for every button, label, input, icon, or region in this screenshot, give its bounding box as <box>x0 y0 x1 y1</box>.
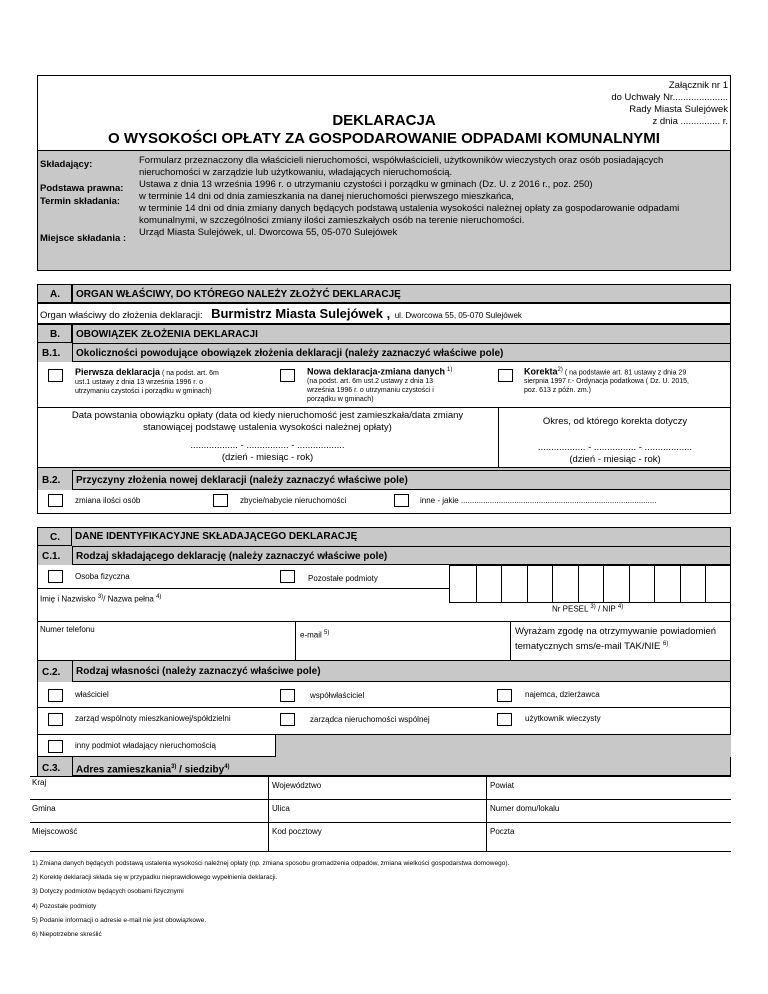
consent-line: Wyrażam zgodę na otrzymywanie powiadomień <box>515 626 717 637</box>
tenant-checkbox[interactable] <box>497 689 512 702</box>
section-c-title: DANE IDENTYFIKACYJNE SKŁADAJĄCEGO DEKLARACJĘ <box>75 531 358 542</box>
info-line: Formularz przeznaczony dla właścicieli nieruchomości, współwłaścicieli, użytkowników wieczystych oraz osób posiadających <box>139 155 664 166</box>
other-reason-checkbox[interactable] <box>394 494 409 507</box>
tenant-label: najemca, dzierżawca <box>525 690 600 699</box>
correction-ref: poz. 613 z późn. zm.) <box>524 387 591 395</box>
label-podstawa: Podstawa prawna: <box>40 183 124 194</box>
voivodeship-field[interactable]: Województwo <box>272 781 322 790</box>
footnotes <box>32 857 509 942</box>
c3-code: C.3. <box>42 763 61 774</box>
owner-label: właściciel <box>75 690 109 699</box>
organ-text <box>40 305 522 323</box>
new-declaration-ref: porządku w gminach) <box>307 396 374 404</box>
footnote-ref: 3) <box>97 594 104 600</box>
pesel-digit-divider <box>705 566 706 602</box>
c1-title: Rodzaj składającego deklarację (należy zaznaczyć właściwe pole) <box>72 546 731 565</box>
first-declaration-ref: utrzymaniu czystości i porządku w gminach) <box>75 388 212 395</box>
correction-title: Korekta <box>524 366 558 377</box>
county-field[interactable]: Powiat <box>490 781 515 790</box>
first-declaration-ref: ust.1 ustawy z dnia 13 września 1996 r. o <box>75 379 204 386</box>
c3-title-text: / siedziby <box>176 764 225 776</box>
new-declaration <box>307 366 487 404</box>
footnote: 6) Niepotrzebne skreślić <box>32 931 102 939</box>
contact-divider-1 <box>295 621 296 661</box>
correction-date-hint: (dzień - miesiąc - rok) <box>569 454 661 465</box>
info-line: Ustawa z dnia 13 września 1996 r. o utrzymaniu czystości i porządku w gminach (Dz. U. z 2016 r., poz. 250) <box>139 179 593 190</box>
footnote-ref: 4) <box>224 764 230 770</box>
pesel-digit-divider <box>476 566 477 602</box>
date-divider <box>498 408 499 468</box>
pesel-nip-grid[interactable] <box>449 565 731 603</box>
label-miejsce: Miejsce składania : <box>40 233 127 244</box>
pesel-digit-divider <box>552 566 553 602</box>
other-entity-label: Pozostałe podmioty <box>308 574 378 583</box>
phone-input[interactable] <box>40 638 290 658</box>
pesel-label-text: / NIP <box>597 604 616 614</box>
first-declaration-checkbox[interactable] <box>48 369 63 382</box>
correction-checkbox[interactable] <box>498 369 513 382</box>
doc-subtitle: O WYSOKOŚCI OPŁATY ZA GOSPODAROWANIE ODPADAMI KOMUNALNYMI <box>108 130 660 147</box>
contact-row-line <box>37 621 731 622</box>
email-input[interactable] <box>300 641 505 659</box>
street-field[interactable]: Ulica <box>272 804 290 813</box>
correction-date-input[interactable]: .................. - ................ - .................. <box>537 442 693 453</box>
pesel-label <box>552 602 623 615</box>
perpetual-user-label: użytkownik wieczysty <box>525 714 601 723</box>
footnote: 3) Dotyczy podmiotów będących osobami fizycznymi <box>32 888 184 896</box>
organ-label: Organ właściwy do złożenia deklaracji: <box>40 310 203 321</box>
footnote: 2) Korektę deklaracji składa się w przypadku nieprawidłowego wypełnienia deklaracji. <box>32 874 278 882</box>
date-input[interactable]: .................. - ................ - .................. <box>190 440 345 451</box>
other-entity-checkbox[interactable] <box>280 570 295 583</box>
info-text <box>139 155 679 239</box>
post-office-field[interactable]: Poczta <box>490 827 515 836</box>
b1-title: Okoliczności powodujące obowiązek złożenia deklaracji (należy zaznaczyć właściwe pole) <box>72 343 731 362</box>
section-b-title: OBOWIĄZEK ZŁOŻENIA DEKLARACJI <box>72 324 272 343</box>
pesel-digit-divider <box>527 566 528 602</box>
c3-title <box>72 757 731 776</box>
c2-code: C.2. <box>42 667 61 678</box>
new-declaration-ref: września 1996 r. o utrzymaniu czystości i <box>307 387 434 395</box>
label-skladajacy: Składający: <box>40 159 93 170</box>
address-row-line <box>30 799 731 800</box>
c3-title-text: Adres zamieszkania <box>76 764 172 776</box>
pesel-label-text: Nr PESEL <box>552 604 589 614</box>
section-c-code: C. <box>37 527 72 546</box>
footnote-ref: 6) <box>663 641 669 647</box>
other-reason-label[interactable]: inne - jakie ........................................................................................ <box>420 496 657 505</box>
info-line: nieruchomości w zarządzie lub użytkowaniu, władających nieruchomością. <box>139 167 453 178</box>
info-line: Urząd Miasta Sulejówek, ul. Dworcowa 55, 05-070 Sulejówek <box>139 227 398 238</box>
email-label-text: e-mail <box>300 630 322 640</box>
person-checkbox[interactable] <box>48 570 63 583</box>
info-line: w terminie 14 dni od dnia zmiany danych będących podstawą ustalenia wysokości należnej opłaty za gospodarowanie odpadami <box>139 203 680 214</box>
first-declaration <box>75 368 265 396</box>
pesel-digit-divider <box>680 566 681 602</box>
email-label <box>300 628 329 641</box>
c2-row-line <box>37 707 731 708</box>
community-board-checkbox[interactable] <box>48 713 63 726</box>
correction-period-label: Okres, od którego korekta dotyczy <box>542 416 688 427</box>
doc-title: DEKLARACJA <box>332 112 436 129</box>
pesel-digit-divider <box>603 566 604 602</box>
footnote-ref: 5) <box>324 630 330 636</box>
c1-code: C.1. <box>42 551 61 562</box>
section-a-title: ORGAN WŁAŚCIWY, DO KTÓREGO NALEŻY ZŁOŻYĆ DEKLARACJĘ <box>72 284 731 303</box>
c2-options <box>37 682 731 735</box>
co-owner-label: współwłaściciel <box>310 691 365 700</box>
house-number-field[interactable]: Numer domu/lokalu <box>490 804 560 813</box>
b2-code: B.2. <box>42 475 61 486</box>
property-manager-checkbox[interactable] <box>280 713 295 726</box>
first-declaration-ref: ( na podst. art. 6m <box>162 370 219 377</box>
c2-gray-fill <box>276 735 731 757</box>
contact-divider-2 <box>510 621 511 661</box>
perpetual-user-checkbox[interactable] <box>497 713 512 726</box>
info-line: komunalnymi, w szczególności zmiany ilości zamieszkałych osób na terenie nieruchomości. <box>139 215 525 226</box>
phone-label: Numer telefonu <box>40 625 95 634</box>
name-row-line <box>37 588 449 589</box>
c2-row-line <box>37 734 731 735</box>
organ-address: ul. Dworcowa 55, 05-070 Sulejówek <box>394 311 522 320</box>
change-persons-checkbox[interactable] <box>48 494 63 507</box>
annex-line: Rady Miasta Sulejówek <box>629 104 728 115</box>
pesel-digit-divider <box>654 566 655 602</box>
annex-line: Załącznik nr 1 <box>668 80 728 91</box>
date-hint: (dzień - miesiąc - rok) <box>221 452 314 463</box>
address-col-line <box>268 776 269 852</box>
change-persons-label: zmiana ilości osób <box>75 496 141 505</box>
pesel-digit-divider <box>501 566 502 602</box>
sale-label: zbycie/nabycie nieruchomości <box>240 496 347 505</box>
property-manager-label: zarządca nieruchomości wspólnej <box>310 715 430 724</box>
new-declaration-checkbox[interactable] <box>280 369 295 382</box>
new-declaration-ref: (na podst. art. 6m ust.2 ustawy z dnia 13 <box>307 378 434 386</box>
section-b-code: B. <box>37 324 72 343</box>
municipality-field[interactable]: Gmina <box>32 804 56 813</box>
correction-period <box>500 416 730 466</box>
label-termin: Termin składania: <box>40 196 121 207</box>
b2-title: Przyczyny złożenia nowej deklaracji (należy zaznaczyć właściwe pole) <box>72 470 731 490</box>
address-grid <box>30 776 731 852</box>
annex-line: z dnia ............... r. <box>652 116 728 127</box>
annex-line: do Uchwały Nr..................... <box>611 92 728 103</box>
name-label <box>40 592 161 605</box>
other-owner-label: inny podmiot władający nieruchomością <box>75 741 216 750</box>
correction <box>524 366 729 395</box>
community-board-label: zarząd wspólnoty mieszkaniowej/spółdzielni <box>75 714 231 723</box>
footnote-ref: 2) <box>557 367 563 373</box>
footnote-ref: 1) <box>447 367 453 373</box>
country-field[interactable]: Kraj <box>32 778 47 787</box>
co-owner-checkbox[interactable] <box>280 689 295 702</box>
name-label-text: Imię i Nazwisko <box>40 594 96 604</box>
date-text <box>40 410 495 464</box>
owner-checkbox[interactable] <box>48 689 63 702</box>
c2-title: Rodzaj własności (należy zaznaczyć właściwe pole) <box>72 661 731 682</box>
consent-label[interactable] <box>515 625 716 653</box>
footnote-ref: 4) <box>617 604 624 610</box>
other-owner-checkbox[interactable] <box>48 740 63 753</box>
consent-line: tematycznych sms/e-mail TAK/NIE <box>515 641 661 653</box>
b1-code: B.1. <box>42 348 61 359</box>
header-line <box>37 150 731 151</box>
date-text-line: stanowiącej podstawę ustalenia wysokości należnej opłaty) <box>143 422 392 433</box>
footnote: 4) Pozostałe podmioty <box>32 902 97 910</box>
organ-name: Burmistrz Miasta Sulejówek , <box>211 306 391 321</box>
footnote-ref: 4) <box>156 594 162 600</box>
sale-checkbox[interactable] <box>213 494 228 507</box>
pesel-digit-divider <box>629 566 630 602</box>
footnote: 5) Podanie informacji o adresie e-mail nie jest obowiązkowe. <box>32 916 207 924</box>
section-a-code: A. <box>37 284 72 303</box>
pesel-digit-divider <box>578 566 579 602</box>
address-row-line <box>30 822 731 823</box>
postal-code-field[interactable]: Kod pocztowy <box>272 827 322 836</box>
new-declaration-title: Nowa deklaracja-zmiana danych <box>307 366 446 377</box>
first-declaration-title: Pierwsza deklaracja <box>75 367 161 377</box>
name-label-text: / Nazwa pełna <box>103 594 154 604</box>
correction-ref: ( na podstawie art. 81 ustawy z dnia 29 <box>564 369 687 377</box>
footnote: 1) Zmiana danych będących podstawą ustalenia wysokości należnej opłaty (np. zmiana sposobu gromadzenia odpadów, zmiana wielkości gospodarstwa domowego). <box>32 860 510 867</box>
correction-ref: sierpnia 1997 r.- Ordynacja podatkowa ( Dz. U. 2015, <box>524 378 689 386</box>
address-col-line <box>486 776 487 852</box>
info-line: w terminie 14 dni od dnia zamieszkania na danej nieruchomości pierwszego mieszkańca, <box>139 191 514 202</box>
city-field[interactable]: Miejscowość <box>32 827 78 836</box>
footnote-ref: 3) <box>171 764 177 770</box>
person-label: Osoba fizyczna <box>75 572 130 581</box>
name-input[interactable] <box>40 604 440 620</box>
date-text-line: Data powstania obowiązku opłaty (data od kiedy nieruchomość jest zamieszkała/data zmiany <box>71 410 464 421</box>
footnote-ref: 3) <box>590 604 596 610</box>
